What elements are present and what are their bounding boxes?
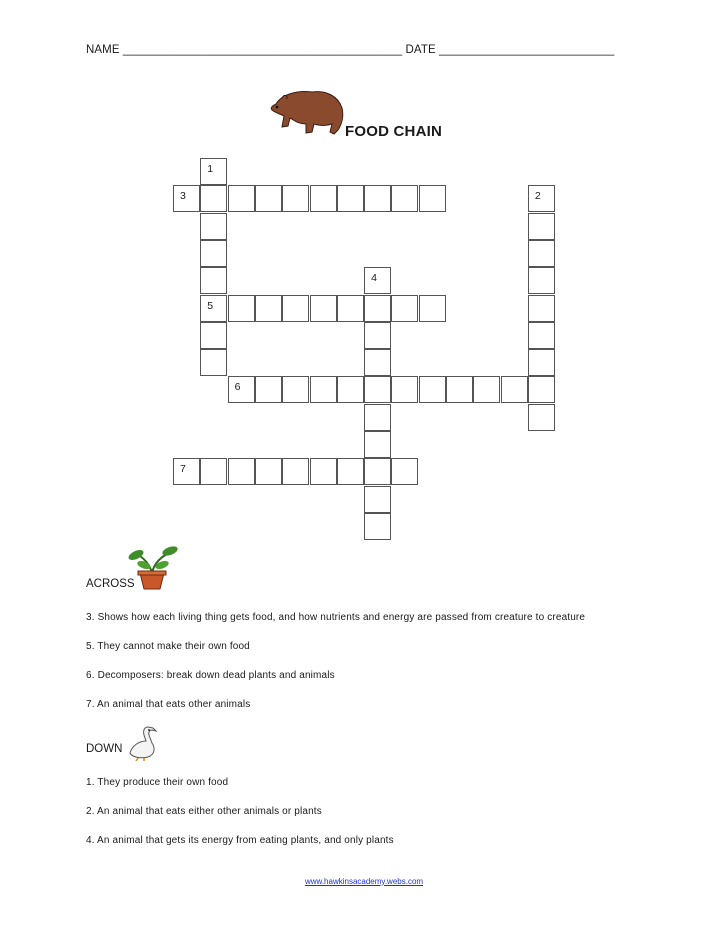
crossword-cell[interactable] (528, 295, 555, 322)
crossword-cell[interactable] (200, 322, 227, 349)
down-heading: DOWN (86, 743, 123, 755)
crossword-cell[interactable] (200, 349, 227, 376)
crossword-cell[interactable] (337, 185, 364, 212)
crossword-cell[interactable] (364, 458, 391, 485)
crossword-cell[interactable] (391, 185, 418, 212)
clue-number: 2 (534, 190, 541, 203)
crossword-cell[interactable] (282, 376, 309, 403)
clue-number: 1 (207, 163, 214, 175)
crossword-cell[interactable] (364, 267, 391, 294)
crossword-cell[interactable] (228, 458, 255, 485)
crossword-cell[interactable] (282, 458, 309, 485)
name-date-line: NAME ___________________________________________ DATE ___________________________ (86, 44, 615, 56)
clue-number: 7 (180, 463, 186, 476)
crossword-cell[interactable] (391, 376, 418, 403)
crossword-cell[interactable] (310, 376, 337, 403)
crossword-cell[interactable] (528, 376, 555, 403)
crossword-cell[interactable] (337, 458, 364, 485)
crossword-cell[interactable] (364, 513, 391, 540)
crossword-cell[interactable] (446, 376, 473, 403)
crossword-cell[interactable] (419, 376, 446, 403)
page-title: FOOD CHAIN (345, 123, 442, 140)
clue-number: 6 (234, 381, 241, 394)
crossword-cell[interactable] (310, 295, 337, 322)
crossword-cell[interactable] (419, 295, 446, 322)
across-heading: ACROSS (86, 578, 135, 590)
crossword-cell[interactable] (173, 458, 200, 485)
crossword-cell[interactable] (501, 376, 528, 403)
footer-website-link[interactable]: www.hawkinsacademy.webs.com (304, 877, 424, 886)
goose-icon (126, 725, 158, 761)
crossword-cell[interactable] (310, 458, 337, 485)
crossword-cell[interactable] (391, 295, 418, 322)
crossword-cell[interactable] (364, 404, 391, 431)
crossword-cell[interactable] (228, 376, 255, 403)
crossword-cell[interactable] (228, 295, 255, 322)
down-clue-4: 4. An animal that gets its energy from eating plants, and only plants (86, 835, 394, 846)
crossword-cell[interactable] (364, 486, 391, 513)
clue-number: 5 (207, 299, 214, 312)
crossword-cell[interactable] (200, 267, 227, 294)
crossword-cell[interactable] (364, 185, 391, 212)
crossword-cell[interactable] (364, 431, 391, 458)
across-clue-3: 3. Shows how each living thing gets food, and how nutrients and energy are passed from creature to creature (86, 612, 586, 623)
crossword-cell[interactable] (528, 213, 555, 240)
crossword-cell[interactable] (200, 158, 227, 185)
crossword-cell[interactable] (528, 404, 555, 431)
down-clue-1: 1. They produce their own food (86, 777, 229, 788)
crossword-cell[interactable] (255, 295, 282, 322)
crossword-cell[interactable] (200, 185, 227, 212)
crossword-cell[interactable] (200, 295, 227, 322)
across-clue-6: 6. Decomposers: break down dead plants and animals (86, 670, 335, 681)
crossword-cell[interactable] (200, 458, 227, 485)
crossword-cell[interactable] (228, 185, 255, 212)
crossword-cell[interactable] (364, 322, 391, 349)
crossword-cell[interactable] (282, 185, 309, 212)
across-clue-5: 5. They cannot make their own food (86, 641, 250, 652)
crossword-cell[interactable] (364, 349, 391, 376)
crossword-cell[interactable] (528, 240, 555, 267)
crossword-cell[interactable] (419, 185, 446, 212)
crossword-cell[interactable] (173, 185, 200, 212)
crossword-cell[interactable] (337, 376, 364, 403)
crossword-cell[interactable] (528, 185, 555, 212)
down-clue-2: 2. An animal that eats either other animals or plants (86, 806, 322, 817)
crossword-cell[interactable] (255, 185, 282, 212)
crossword-cell[interactable] (337, 295, 364, 322)
across-clue-7: 7. An animal that eats other animals (86, 699, 251, 710)
crossword-cell[interactable] (255, 458, 282, 485)
crossword-cell[interactable] (364, 376, 391, 403)
crossword-cell[interactable] (528, 322, 555, 349)
crossword-cell[interactable] (391, 458, 418, 485)
clue-number: 3 (180, 190, 186, 203)
crossword-cell[interactable] (528, 267, 555, 294)
clue-number: 4 (371, 272, 377, 285)
crossword-cell[interactable] (310, 185, 337, 212)
crossword-cell[interactable] (528, 349, 555, 376)
crossword-cell[interactable] (473, 376, 500, 403)
crossword-cell[interactable] (200, 240, 227, 267)
crossword-cell[interactable] (200, 213, 227, 240)
crossword-cell[interactable] (255, 376, 282, 403)
crossword-cell[interactable] (282, 295, 309, 322)
crossword-cell[interactable] (364, 295, 391, 322)
